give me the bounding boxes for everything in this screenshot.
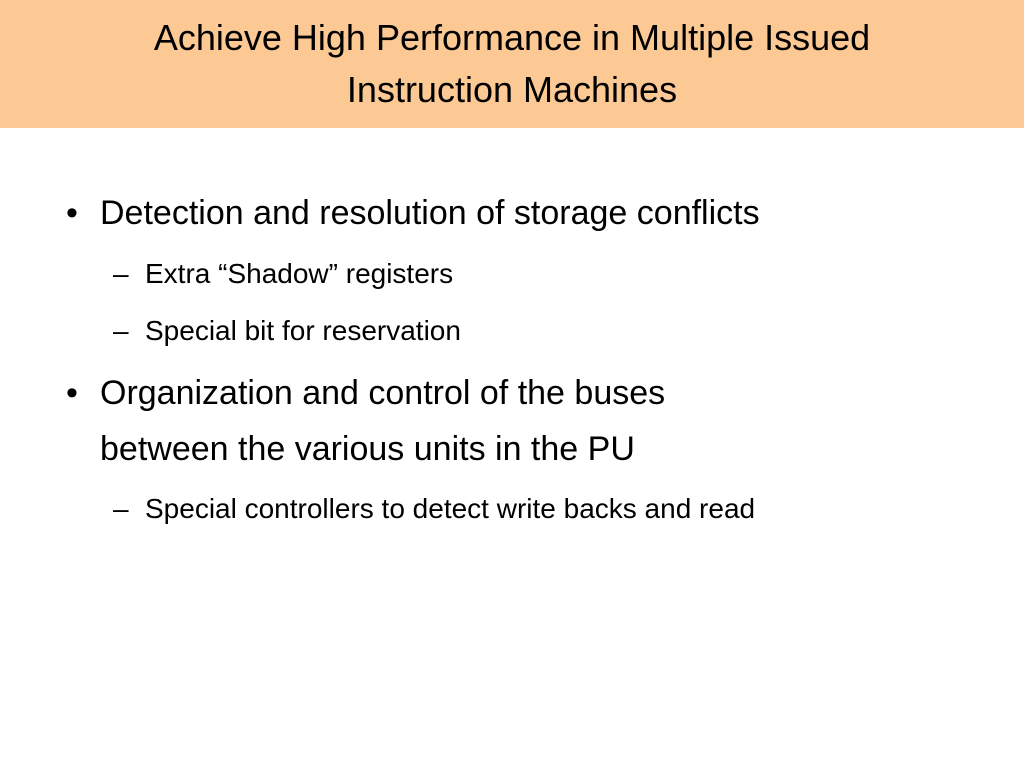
bullet-marker: • bbox=[66, 194, 78, 232]
sub-bullet-marker: – bbox=[113, 493, 129, 524]
bullet-marker: • bbox=[66, 374, 78, 412]
bullet-text: Detection and resolution of storage conflicts bbox=[100, 194, 760, 232]
bullet-text: between the various units in the PU bbox=[100, 430, 635, 468]
sub-bullet-text: Extra “Shadow” registers bbox=[145, 258, 454, 289]
sub-bullet-marker: – bbox=[113, 258, 129, 289]
sub-bullet-text: Special controllers to detect write backs and read bbox=[145, 493, 756, 524]
slide-title-line-1: Achieve High Performance in Multiple Issued bbox=[153, 17, 871, 58]
slide-title-line-2: Instruction Machines bbox=[346, 69, 678, 110]
sub-bullet-marker: – bbox=[113, 315, 129, 346]
sub-bullet-text: Special bit for reservation bbox=[145, 315, 461, 346]
bullet-text: Organization and control of the buses bbox=[100, 374, 666, 412]
